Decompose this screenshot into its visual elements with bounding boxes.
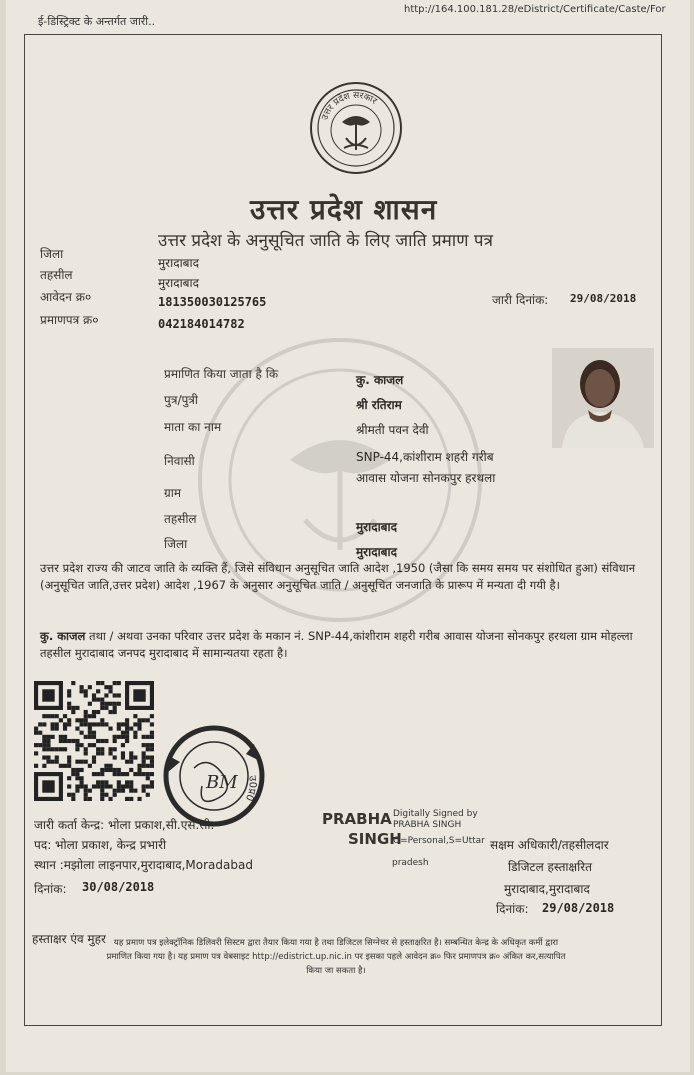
header-note: ई-डिस्ट्रिक्ट के अन्तर्गत जारी..	[38, 15, 156, 28]
stamp-initials: BM	[206, 772, 238, 793]
residence-statement-text: तथा / अथवा उनका परिवार उत्तर प्रदेश के मकान नं. SNP-44,कांशीराम शहरी गरीब आवास योजना सोनकपुर हरथला ग्राम मोहल्ला तहसील मुरादाबाद जनपद मुरादाबाद में सामान्यतया रहता है।	[40, 629, 633, 660]
application-number-label: आवेदन क्र०	[40, 290, 92, 304]
issue-date-label: जारी दिनांक:	[492, 293, 549, 307]
authority-date-label: दिनांक:	[496, 902, 529, 916]
signer-name-line-1: PRABHA	[322, 810, 392, 828]
details-district-value: मुरादाबाद	[356, 545, 398, 559]
applicant-name: कु. काजल	[356, 373, 404, 387]
issue-date-value: 29/08/2018	[570, 292, 637, 305]
village-label: ग्राम	[164, 486, 182, 500]
mother-name: श्रीमती पवन देवी	[356, 423, 429, 437]
footer-line-3: किया जा सकता है।	[306, 966, 366, 976]
authority-place: मुरादाबाद,मुरादाबाद	[504, 882, 590, 896]
caste-statement-paragraph: उत्तर प्रदेश राज्य की जाटव जाति के व्यक्ति हैं, जिसे संविधान अनुसूचित जाति आदेश ,1950 (जैसा कि समय समय पर संशोधित हुआ) संविधान (अनुसूचित जाति,उत्तर प्रदेश) आदेश ,1967 के अनुसार अनुसूचित जाति / अनुसूचित जनजाति के प्रारूप में मन्यता दी गयी है।	[40, 561, 636, 592]
residence-label: निवासी	[164, 454, 195, 468]
issuer-date-label: दिनांक:	[34, 882, 67, 896]
issuer-place: स्थान :मझोला लाइनपार,मुरादाबाद,Moradabad	[34, 858, 253, 872]
tehsil-label: तहसील	[40, 268, 73, 282]
tehsil-value: मुरादाबाद	[158, 276, 200, 290]
digital-signed-line-4: pradesh	[392, 858, 429, 868]
signer-name-line-2: SINGH	[348, 830, 402, 848]
district-value: मुरादाबाद	[158, 256, 200, 270]
page-url: http://164.100.181.28/eDistrict/Certificate/Caste/For	[404, 4, 666, 15]
details-tehsil-label: तहसील	[164, 512, 197, 526]
footer-note	[36, 936, 636, 978]
digital-signed-line-3: O=Personal,S=Uttar	[393, 836, 485, 846]
residence-line-1: SNP-44,कांशीराम शहरी गरीब	[356, 450, 494, 464]
mother-label: माता का नाम	[164, 420, 222, 434]
authority-title: सक्षम अधिकारी/तहसीलदार	[490, 838, 609, 852]
emblem-text: उत्तर प्रदेश सरकार	[320, 90, 379, 122]
details-tehsil-value: मुरादाबाद	[356, 520, 398, 534]
digital-signed-line-1: Digitally Signed by	[393, 809, 478, 819]
residence-line-2: आवास योजना सोनकपुर हरथला	[356, 471, 496, 485]
stamp-text: उ0प्र0	[242, 774, 258, 803]
authority-digital: डिजिटल हस्ताक्षरित	[508, 860, 592, 874]
issuer-post: पद: भोला प्रकाश, केन्द्र प्रभारी	[34, 838, 167, 852]
residence-statement-name: कु. काजल	[40, 629, 86, 643]
sign-seal-label: हस्ताक्षर एंव मुहर	[32, 932, 106, 946]
footer-line-2: प्रमाणित किया गया है। यह प्रमाण पत्र वेबसाइट http://edistrict.up.nic.in पर इसका पहले आवेदन क्र० फिर प्रमाणपत्र क्र० अंकित कर,सत्यापित	[106, 952, 566, 962]
issuer-date-value: 30/08/2018	[82, 880, 155, 894]
application-number-value: 181350030125765	[158, 295, 267, 309]
relation-label: पुत्र/पुत्री	[164, 393, 199, 407]
residence-statement-paragraph	[40, 628, 654, 662]
official-stamp	[154, 716, 284, 828]
certificate-number-label: प्रमाणपत्र क्र०	[40, 313, 99, 327]
government-title: उत्तर प्रदेश शासन	[250, 193, 438, 226]
certificate-number-value: 042184014782	[158, 317, 245, 331]
applicant-photo	[552, 348, 654, 448]
certified-label: प्रमाणित किया जाता है कि	[164, 367, 279, 381]
authority-date-value: 29/08/2018	[542, 901, 615, 915]
issuer-center: जारी कर्ता केन्द्र: भोला प्रकाश,सी.एस.सी.	[34, 818, 215, 832]
father-name: श्री रतिराम	[356, 398, 402, 412]
certificate-title: उत्तर प्रदेश के अनुसूचित जाति के लिए जाति प्रमाण पत्र	[158, 231, 493, 251]
qr-code	[34, 681, 154, 801]
district-label: जिला	[40, 247, 64, 261]
digital-signed-line-2: PRABHA SINGH	[393, 820, 462, 830]
footer-line-1: यह प्रमाण पत्र इलेक्ट्रॉनिक डिलिवरी सिस्टम द्वारा तैयार किया गया है तथा डिजिटल सिग्नेचर से हस्ताक्षरित है। सम्बन्धित केन्द्र के अधिकृत कर्मी द्वारा	[113, 938, 559, 948]
state-emblem-icon	[306, 78, 406, 178]
details-district-label: जिला	[164, 537, 188, 551]
